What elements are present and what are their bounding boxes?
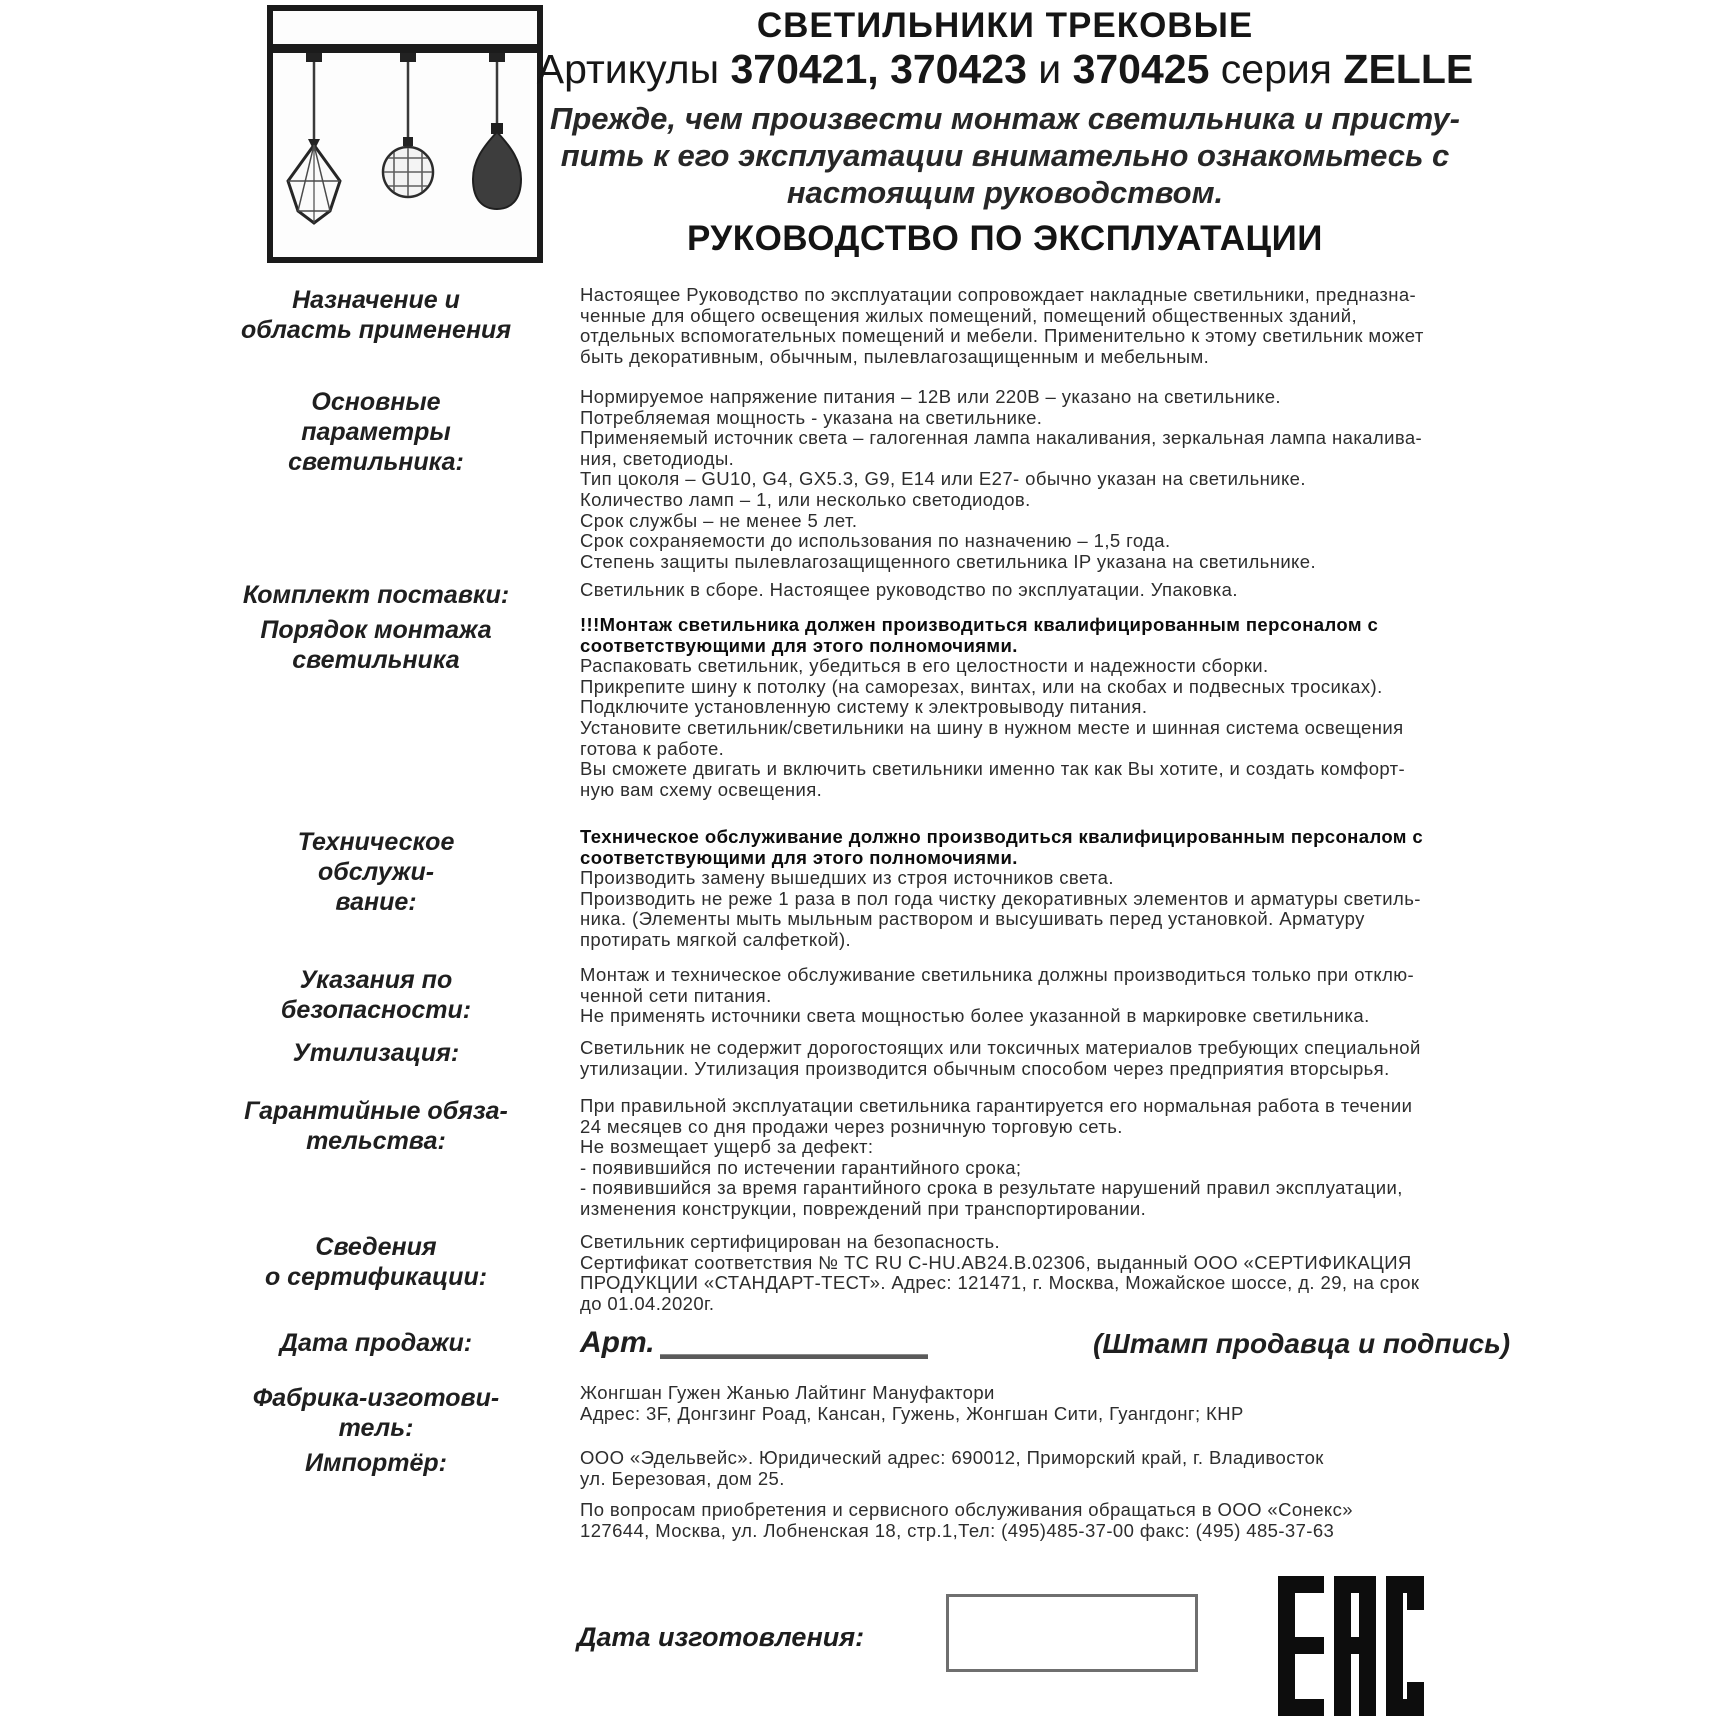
- body-line: Адрес: 3F, Донгзинг Роад, Кансан, Гужень, Жонгшан Сити, Гуангдонг; КНР: [580, 1402, 1244, 1424]
- intro-line: настоящим руководством.: [786, 175, 1224, 210]
- section-label-line: Порядок монтажа: [260, 616, 492, 644]
- body-line: Прикрепите шину к потолку (на саморезах, винтах, или на скобах и подвесных тросиках).: [580, 675, 1383, 697]
- body-line: протирать мягкой салфеткой).: [580, 928, 852, 950]
- section-label-line: светильника: [292, 646, 460, 674]
- body-line: ную вам схему освещения.: [580, 778, 823, 800]
- body-line: ул. Березовая, дом 25.: [580, 1467, 785, 1489]
- body-line: ника. (Элементы мыть мыльным раствором и высушивать перед установкой. Арматуру: [580, 908, 1365, 930]
- body-line: Светильник сертифицирован на безопасность.: [580, 1231, 1001, 1252]
- section-label-line: область применения: [240, 316, 512, 344]
- body-line: Распаковать светильник, убедиться в его целостности и надежности сборки.: [580, 655, 1269, 677]
- body-line: ООО «Эдельвейс». Юридический адрес: 690012, Приморский край, г. Владивосток: [580, 1447, 1324, 1468]
- body-line: Не применять источники света мощностью более указанной в маркировке светильника.: [580, 1005, 1370, 1027]
- intro-line: Прежде, чем произвести монтаж светильника и присту-: [550, 101, 1460, 136]
- section-label-line: тель:: [338, 1414, 414, 1442]
- body-line: Срок сохраняемости до использования по назначению – 1,5 года.: [580, 530, 1171, 552]
- body-line: Монтаж и техническое обслуживание светильника должны производиться только при отклю-: [580, 964, 1415, 985]
- section-body-safety: [580, 965, 1460, 1027]
- body-line: Техническое обслуживание должно производиться квалифицированным персоналом с: [580, 826, 1424, 847]
- body-line: Производить замену вышедших из строя источников света.: [580, 867, 1114, 889]
- section-body-installation: [580, 615, 1460, 800]
- section-label-line: Импортёр:: [304, 1449, 448, 1477]
- section-label-line: Техническое обслужи-: [297, 828, 455, 886]
- body-line: По вопросам приобретения и сервисного обслуживания обращаться в ООО «Сонекс»: [580, 1499, 1353, 1520]
- section-label-installation: [237, 615, 515, 675]
- manufacture-date-label: Дата изготовления:: [577, 1622, 865, 1652]
- section-label-line: Назначение и: [292, 286, 460, 314]
- section-body-certification: [580, 1232, 1460, 1314]
- articles-subtitle: [525, 46, 1485, 93]
- body-line: Применяемый источник света – галогенная лампа накаливания, зеркальная лампа накалива-: [580, 427, 1423, 449]
- section-label-parameters: [237, 387, 515, 477]
- section-body-package: [580, 580, 1460, 601]
- section-label-line: Сведения: [315, 1233, 437, 1261]
- body-line: 127644, Москва, ул. Лобненская 18, стр.1,Тел: (495)485-37-00 факс: (495) 485-37-63: [580, 1519, 1335, 1541]
- body-line: Потребляемая мощность - указана на светильнике.: [580, 406, 1043, 428]
- section-label-line: Фабрика-изготови-: [252, 1384, 500, 1412]
- section-label-line: Основные параметры: [301, 388, 451, 446]
- intro-note: [525, 100, 1485, 211]
- section-body-warranty: [580, 1096, 1460, 1220]
- track-lights-drawing: [273, 11, 537, 257]
- body-line: изменения конструкции, повреждений при транспортировании.: [580, 1197, 1147, 1219]
- body-line: 24 месяцев со дня продажи через розничную торговую сеть.: [580, 1115, 1123, 1137]
- body-line: Светильник не содержит дорогостоящих или токсичных материалов требующих специальной: [580, 1037, 1421, 1058]
- section-label-warranty: [237, 1096, 515, 1156]
- sale-date-label: [237, 1328, 515, 1358]
- body-line: Степень защиты пылевлагозащищенного светильника IP указана на светильнике.: [580, 550, 1316, 572]
- body-line: ченные для общего освещения жилых помещений, помещений общественных зданий,: [580, 304, 1357, 326]
- body-line: Жонгшан Гужен Жанью Лайтинг Мануфактори: [580, 1382, 995, 1403]
- section-label-line: Указания по: [299, 966, 453, 994]
- body-line: Нормируемое напряжение питания – 12В или 220В – указано на светильнике.: [580, 386, 1281, 407]
- art-number-label: Арт.: [580, 1326, 655, 1359]
- section-body-disposal: [580, 1038, 1460, 1079]
- section-label-purpose: [237, 285, 515, 345]
- section-label-line: о сертификации:: [264, 1263, 488, 1291]
- body-line: Подключите установленную систему к электровыводу питания.: [580, 696, 1148, 718]
- section-label-certification: [237, 1232, 515, 1292]
- section-body-importer: [580, 1448, 1460, 1489]
- track-lights-illustration: [267, 5, 543, 263]
- subtitle-part: Артикулы: [536, 46, 731, 92]
- section-body-factory: [580, 1383, 1460, 1424]
- subtitle-part: и: [1026, 46, 1073, 92]
- subtitle-part: серия: [1209, 46, 1344, 92]
- body-line: ченной сети питания.: [580, 984, 772, 1006]
- body-line: Производить не реже 1 раза в пол года чистку декоративных элементов и арматуры светиль-: [580, 887, 1421, 909]
- section-body-purpose: [580, 285, 1460, 367]
- body-line: Срок службы – не менее 5 лет.: [580, 509, 858, 531]
- body-line: соответствующими для этого полномочиями.: [580, 634, 1018, 656]
- section-label-importer: [237, 1448, 515, 1478]
- section-label-line: светильника:: [288, 448, 464, 476]
- body-line: Количество ламп – 1, или несколько светодиодов.: [580, 488, 1031, 510]
- body-line: - появившийся по истечении гарантийного срока;: [580, 1156, 1022, 1178]
- section-body-maintenance: [580, 827, 1460, 951]
- intro-line: пить к его эксплуатации внимательно ознакомьтесь с: [560, 138, 1450, 173]
- section-label-line: вание:: [335, 888, 417, 916]
- subtitle-part: 370421, 370423: [730, 46, 1027, 92]
- section-label-safety: [237, 965, 515, 1025]
- manufacture-date-box: [946, 1594, 1198, 1672]
- section-label-line: Комплект поставки:: [242, 581, 510, 609]
- body-line: - появившийся за время гарантийного срока в результате нарушений правил эксплуатации,: [580, 1177, 1403, 1199]
- body-line: Настоящее Руководство по эксплуатации сопровождает накладные светильники, предназна-: [580, 284, 1417, 305]
- body-line: Не возмещает ущерб за дефект:: [580, 1136, 874, 1158]
- body-line: Сертификат соответствия № ТС RU C-HU.АВ24.В.02306, выданный ООО «СЕРТИФИКАЦИЯ: [580, 1251, 1412, 1273]
- body-line: ния, светодиоды.: [580, 447, 735, 469]
- body-line: быть декоративным, обычным, пылевлагозащищенным и мебельным.: [580, 345, 1210, 367]
- section-body-parameters: [580, 387, 1460, 572]
- body-line: ПРОДУКЦИИ «СТАНДАРТ-ТЕСТ». Адрес: 121471, г. Москва, Можайское шоссе, д. 29, на срок: [580, 1272, 1420, 1294]
- body-line: !!!Монтаж светильника должен производиться квалифицированным персоналом с: [580, 614, 1379, 635]
- section-label-line: Утилизация:: [292, 1039, 460, 1067]
- body-line: готова к работе.: [580, 737, 725, 759]
- body-line: При правильной эксплуатации светильника гарантируется его нормальная работа в течении: [580, 1095, 1413, 1116]
- subtitle-part: 370425: [1072, 46, 1210, 92]
- section-body-service-contact: [580, 1500, 1460, 1541]
- body-line: соответствующими для этого полномочиями.: [580, 846, 1018, 868]
- eac-mark-icon: [1278, 1576, 1424, 1716]
- section-label-package: [237, 580, 515, 610]
- sale-date-label-text: Дата продажи:: [279, 1329, 473, 1357]
- section-label-line: тельства:: [306, 1127, 446, 1155]
- body-line: отдельных вспомогательных помещений и мебели. Применительно к этому светильник может: [580, 325, 1424, 347]
- section-label-disposal: [237, 1038, 515, 1068]
- body-line: Тип цоколя – GU10, G4, GX5.3, G9, E14 или Е27- обычно указан на светильнике.: [580, 468, 1306, 490]
- body-line: Светильник в сборе. Настоящее руководство по эксплуатации. Упаковка.: [580, 579, 1238, 600]
- subtitle-part: ZELLE: [1343, 46, 1474, 92]
- body-line: до 01.04.2020г.: [580, 1292, 715, 1314]
- section-label-factory: [237, 1383, 515, 1443]
- section-label-maintenance: [237, 827, 515, 917]
- section-label-line: Гарантийные обяза-: [244, 1097, 508, 1125]
- body-line: утилизации. Утилизация производится обычным способом через предприятия вторсырья.: [580, 1057, 1390, 1079]
- page-title: СВЕТИЛЬНИКИ ТРЕКОВЫЕ: [756, 6, 1254, 45]
- body-line: Установите светильник/светильники на шину в нужном месте и шинная система освещения: [580, 716, 1404, 738]
- art-number-fill-line: [660, 1354, 928, 1359]
- body-line: Вы сможете двигать и включить светильники именно так как Вы хотите, и создать комфорт-: [580, 758, 1406, 780]
- manual-heading: РУКОВОДСТВО ПО ЭКСПЛУАТАЦИИ: [687, 219, 1323, 258]
- seller-stamp-note: (Штамп продавца и подпись): [1093, 1328, 1511, 1359]
- section-label-line: безопасности:: [280, 996, 472, 1024]
